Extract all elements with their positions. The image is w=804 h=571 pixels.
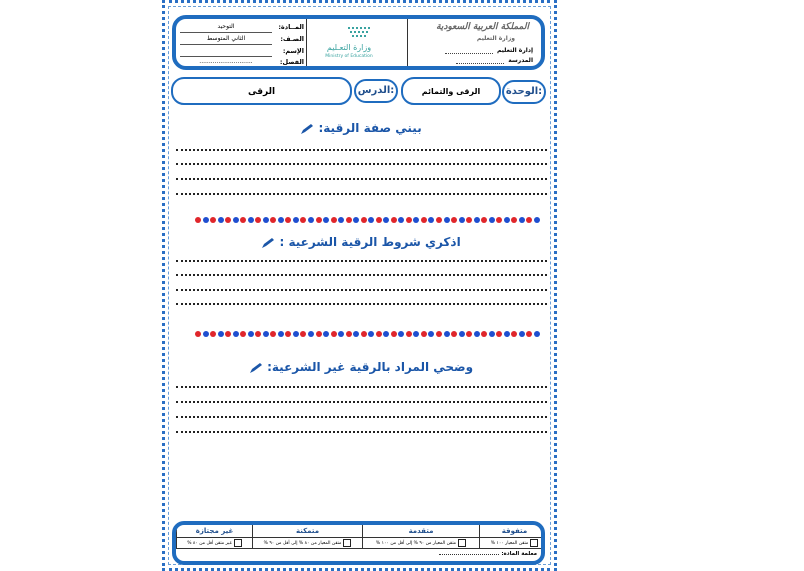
separator-dot: [428, 217, 434, 223]
ministry-logo: [306, 19, 408, 66]
separator-dot: [428, 331, 434, 337]
separator-dot: [203, 217, 209, 223]
separator-dot: [451, 331, 457, 337]
dotted-separator: [195, 331, 540, 337]
separator-dot: [285, 331, 291, 337]
separator-dot: [316, 217, 322, 223]
answer-line[interactable]: [176, 431, 547, 433]
separator-dot: [444, 331, 450, 337]
separator-dot: [421, 217, 427, 223]
pencil-icon: [300, 123, 314, 135]
separator-dot: [346, 331, 352, 337]
separator-dot: [293, 331, 299, 337]
info-row-grade: الصـف: الثاني المتوسط: [180, 34, 304, 45]
separator-dot: [263, 217, 269, 223]
separator-dot: [293, 217, 299, 223]
rubric-option[interactable]: متقن المعيار من ٨٠ % إلى أقل من ٩٠ %: [252, 537, 362, 548]
separator-dot: [353, 331, 359, 337]
separator-dot: [511, 217, 517, 223]
separator-dot: [504, 331, 510, 337]
separator-dot: [398, 217, 404, 223]
separator-dot: [233, 217, 239, 223]
separator-dot: [368, 331, 374, 337]
separator-dot: [489, 331, 495, 337]
separator-dot: [383, 217, 389, 223]
ministry-name: وزارة التعـليم: [326, 43, 372, 52]
separator-dot: [346, 217, 352, 223]
separator-dot: [270, 217, 276, 223]
rubric-level-title: متفوقة: [479, 525, 545, 537]
separator-dot: [421, 331, 427, 337]
separator-dot: [218, 331, 224, 337]
teacher-signature: معلمة المادة:: [176, 548, 541, 559]
separator-dot: [436, 217, 442, 223]
separator-dot: [444, 217, 450, 223]
unit-label: الوحدة:: [502, 80, 546, 104]
separator-dot: [195, 331, 201, 337]
separator-dot: [534, 331, 540, 337]
separator-dot: [383, 331, 389, 337]
separator-dot: [323, 217, 329, 223]
lesson-box: [171, 77, 352, 105]
separator-dot: [391, 217, 397, 223]
separator-dot: [459, 217, 465, 223]
answer-line[interactable]: [176, 416, 547, 418]
answer-line[interactable]: [176, 260, 547, 262]
ministry-logo-icon: [347, 26, 371, 38]
class-field[interactable]: ............................: [199, 58, 253, 65]
checkbox[interactable]: [530, 539, 538, 547]
separator-dot: [240, 331, 246, 337]
separator-dot: [308, 217, 314, 223]
separator-dot: [331, 331, 337, 337]
unit-box: [401, 77, 501, 105]
worksheet-page: [162, 0, 557, 571]
separator-dot: [195, 217, 201, 223]
separator-dot: [240, 217, 246, 223]
separator-dot: [391, 331, 397, 337]
separator-dot: [308, 331, 314, 337]
separator-dot: [436, 331, 442, 337]
answer-line[interactable]: [176, 289, 547, 291]
admin-row-education: إدارة التعليم: [445, 47, 533, 54]
answer-line[interactable]: [176, 149, 547, 151]
separator-dot: [474, 217, 480, 223]
rubric-option[interactable]: متقن المعيار من ٩٠ % إلى أقل من ١٠٠ %: [362, 537, 479, 548]
separator-dot: [526, 331, 532, 337]
separator-dot: [270, 331, 276, 337]
header-box: [172, 15, 545, 70]
separator-dot: [466, 217, 472, 223]
school-field[interactable]: [456, 63, 504, 64]
question-1-title: بيني صفة الرقية:: [185, 121, 534, 135]
separator-dot: [451, 217, 457, 223]
separator-dot: [218, 217, 224, 223]
ministry-name-en: Ministry of Education: [325, 54, 373, 59]
kingdom-block: [406, 19, 539, 66]
separator-dot: [263, 331, 269, 337]
grade-value: الثاني المتوسط: [180, 34, 272, 45]
unit-value: الرقى والتمائم: [421, 87, 481, 96]
pencil-icon: [261, 237, 275, 249]
answer-line[interactable]: [176, 193, 547, 195]
rubric-level-title: غير مجتازة: [176, 525, 252, 537]
kingdom-title: المملكة العربية السعودية: [436, 22, 529, 32]
separator-dot: [225, 331, 231, 337]
separator-dot: [466, 331, 472, 337]
dotted-separator: [195, 217, 540, 223]
separator-dot: [496, 331, 502, 337]
separator-dot: [496, 217, 502, 223]
info-row-class: الفصل: ............................: [180, 57, 304, 68]
separator-dot: [519, 217, 525, 223]
separator-dot: [278, 217, 284, 223]
answer-line[interactable]: [176, 178, 547, 180]
separator-dot: [248, 331, 254, 337]
question-3-title: وضحي المراد بالرقية غير الشرعية:: [185, 360, 534, 374]
separator-dot: [534, 217, 540, 223]
separator-dot: [511, 331, 517, 337]
separator-dot: [398, 331, 404, 337]
separator-dot: [406, 331, 412, 337]
separator-dot: [406, 217, 412, 223]
separator-dot: [474, 331, 480, 337]
separator-dot: [255, 331, 261, 337]
lesson-label: الدرس:: [354, 79, 398, 103]
separator-dot: [376, 217, 382, 223]
separator-dot: [203, 331, 209, 337]
rubric-option[interactable]: غير متقن أقل من ٨٠ %: [176, 537, 252, 548]
separator-dot: [519, 331, 525, 337]
question-2-title: اذكري شروط الرقية الشرعية :: [185, 235, 534, 249]
separator-dot: [481, 331, 487, 337]
separator-dot: [459, 331, 465, 337]
separator-dot: [376, 331, 382, 337]
separator-dot: [413, 217, 419, 223]
answer-line[interactable]: [176, 386, 547, 388]
separator-dot: [233, 331, 239, 337]
student-info: [178, 19, 306, 66]
checkbox[interactable]: [343, 539, 351, 547]
separator-dot: [353, 217, 359, 223]
lesson-value: الرقى: [247, 87, 276, 97]
pencil-icon: [249, 362, 263, 374]
checkbox[interactable]: [458, 539, 466, 547]
admin-education-field[interactable]: [445, 53, 493, 54]
answer-line[interactable]: [176, 274, 547, 276]
separator-dot: [338, 331, 344, 337]
separator-dot: [300, 331, 306, 337]
separator-dot: [210, 217, 216, 223]
separator-dot: [504, 217, 510, 223]
answer-line[interactable]: [176, 401, 547, 403]
separator-dot: [225, 217, 231, 223]
rubric-level-title: متمكنة: [252, 525, 362, 537]
separator-dot: [285, 217, 291, 223]
separator-dot: [316, 331, 322, 337]
separator-dot: [278, 331, 284, 337]
info-row-subject: المــادة: التوحيد: [180, 22, 304, 33]
info-row-name: الإسم:: [180, 46, 304, 57]
separator-dot: [323, 331, 329, 337]
separator-dot: [481, 217, 487, 223]
separator-dot: [300, 217, 306, 223]
separator-dot: [361, 331, 367, 337]
rubric-box: [172, 521, 545, 565]
separator-dot: [338, 217, 344, 223]
separator-dot: [255, 217, 261, 223]
subject-value: التوحيد: [180, 22, 272, 33]
rubric-option[interactable]: متقن المعيار ١٠٠ %: [479, 537, 545, 548]
separator-dot: [331, 217, 337, 223]
name-field[interactable]: [180, 46, 272, 57]
rubric-level-title: متقدمة: [362, 525, 479, 537]
signature-field[interactable]: [439, 554, 499, 555]
separator-dot: [210, 331, 216, 337]
separator-dot: [248, 217, 254, 223]
admin-row-school: المدرسة: [456, 57, 533, 64]
separator-dot: [361, 217, 367, 223]
separator-dot: [413, 331, 419, 337]
separator-dot: [489, 217, 495, 223]
separator-dot: [368, 217, 374, 223]
checkbox[interactable]: [234, 539, 242, 547]
ministry-logo-title: وزارة التعليم: [476, 35, 515, 42]
separator-dot: [526, 217, 532, 223]
answer-line[interactable]: [176, 303, 547, 305]
answer-line[interactable]: [176, 163, 547, 165]
